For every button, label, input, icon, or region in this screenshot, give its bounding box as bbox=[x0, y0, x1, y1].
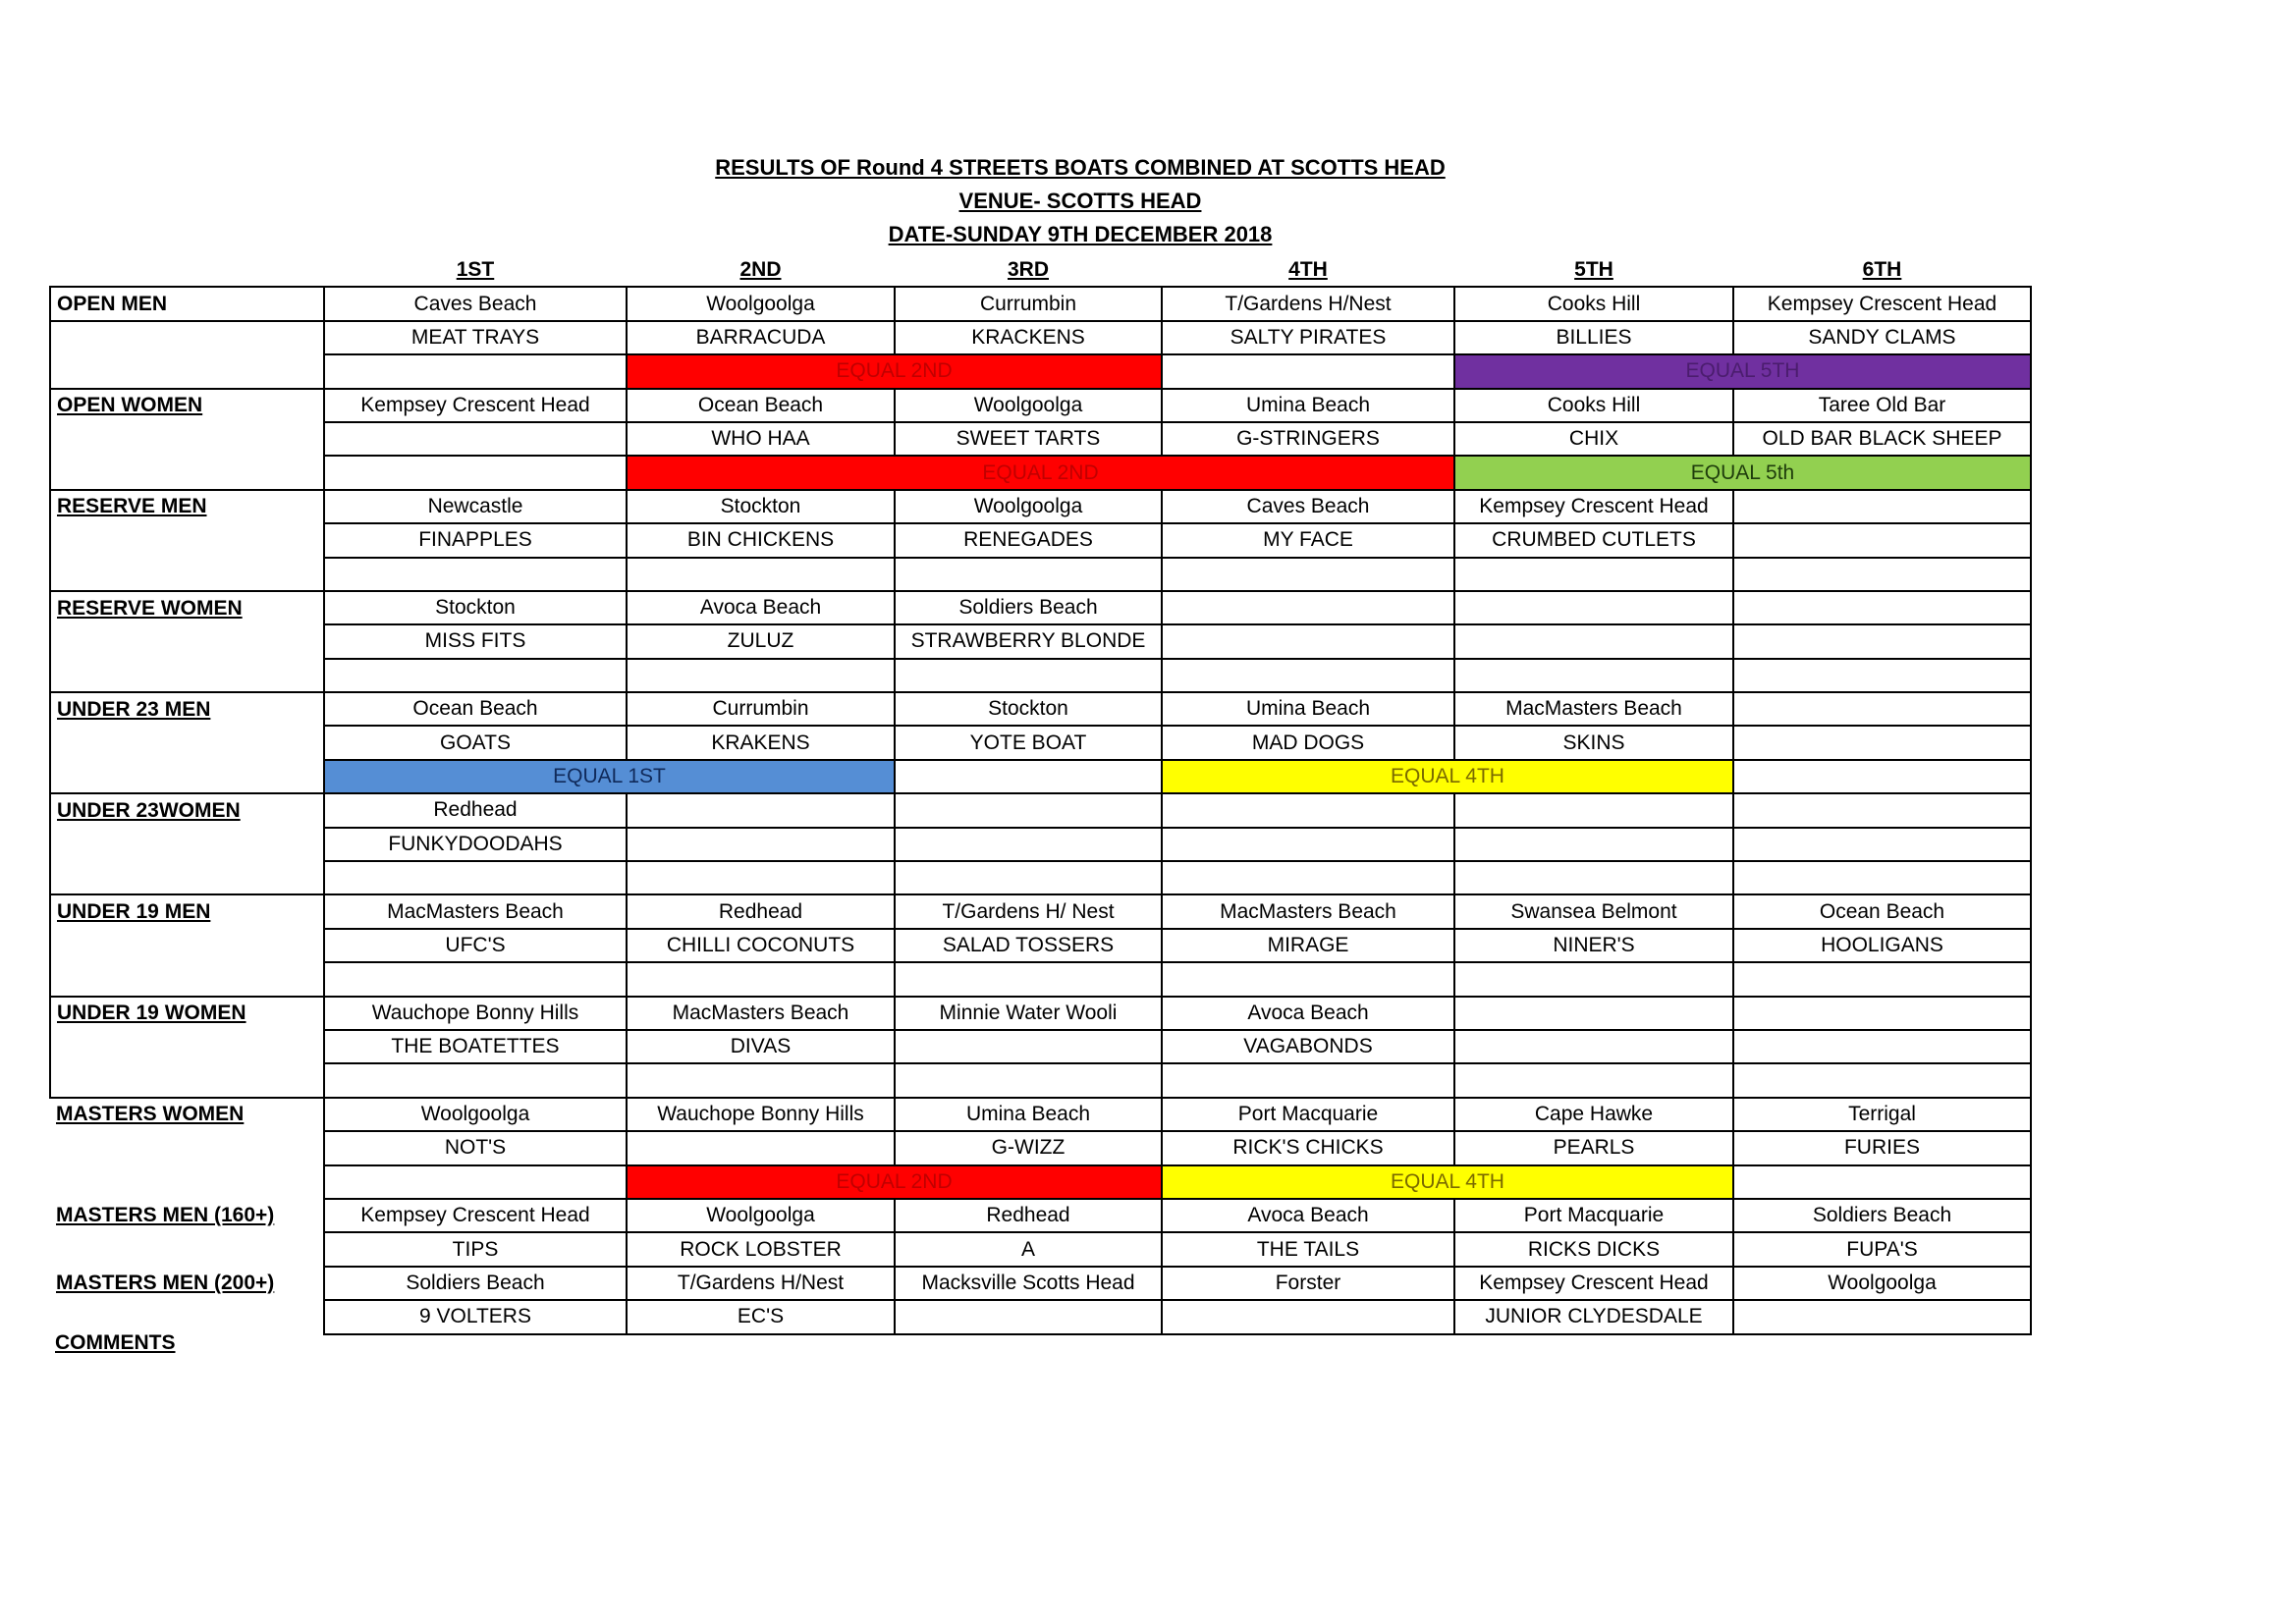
boat-cell bbox=[895, 1300, 1162, 1333]
table-row bbox=[50, 287, 2031, 320]
club-cell: Stockton bbox=[324, 591, 627, 624]
boat-cell: ROCK LOBSTER bbox=[627, 1232, 895, 1266]
boat-cell: THE BOATETTES bbox=[324, 1030, 627, 1063]
boat-cell: RENEGADES bbox=[895, 523, 1162, 557]
club-cell: Macksville Scotts Head bbox=[895, 1267, 1162, 1300]
boat-cell: KRAKENS bbox=[627, 726, 895, 759]
boat-cell: MY FACE bbox=[1162, 523, 1454, 557]
club-cell: Currumbin bbox=[895, 287, 1162, 320]
table-row bbox=[50, 793, 2031, 827]
category-label bbox=[50, 659, 324, 692]
club-cell: Woolgoolga bbox=[895, 389, 1162, 422]
empty-cell bbox=[324, 456, 627, 489]
results-table bbox=[49, 253, 2032, 1335]
club-cell: Wauchope Bonny Hills bbox=[627, 1098, 895, 1131]
club-cell: Minnie Water Wooli bbox=[895, 997, 1162, 1030]
table-row bbox=[50, 828, 2031, 861]
table-row bbox=[50, 760, 2031, 793]
table-row bbox=[50, 659, 2031, 692]
place-header: 2ND bbox=[739, 257, 782, 281]
club-cell bbox=[1162, 793, 1454, 827]
category-label bbox=[50, 1063, 324, 1097]
club-cell: Avoca Beach bbox=[1162, 997, 1454, 1030]
header-row bbox=[50, 253, 2031, 287]
boat-cell: YOTE BOAT bbox=[895, 726, 1162, 759]
club-cell: Redhead bbox=[895, 1199, 1162, 1232]
category-label bbox=[50, 1165, 324, 1199]
empty-cell bbox=[324, 861, 627, 894]
club-cell: Redhead bbox=[324, 793, 627, 827]
club-cell: Terrigal bbox=[1733, 1098, 2031, 1131]
club-cell: Soldiers Beach bbox=[895, 591, 1162, 624]
boat-cell: CHILLI COCONUTS bbox=[627, 929, 895, 962]
club-cell: T/Gardens H/Nest bbox=[627, 1267, 895, 1300]
boat-cell bbox=[1162, 1300, 1454, 1333]
boat-cell: SALAD TOSSERS bbox=[895, 929, 1162, 962]
empty-cell bbox=[1733, 558, 2031, 591]
empty-cell bbox=[895, 1063, 1162, 1097]
category-label bbox=[50, 793, 324, 827]
boat-cell: MEAT TRAYS bbox=[324, 321, 627, 354]
empty-cell bbox=[895, 659, 1162, 692]
club-cell bbox=[1733, 997, 2031, 1030]
club-cell: Ocean Beach bbox=[1733, 894, 2031, 928]
boat-cell: G-STRINGERS bbox=[1162, 422, 1454, 456]
table-row bbox=[50, 1063, 2031, 1097]
club-cell: Kempsey Crescent Head bbox=[1733, 287, 2031, 320]
boat-cell: BILLIES bbox=[1454, 321, 1733, 354]
table-row bbox=[50, 962, 2031, 996]
category-name: UNDER 23WOMEN bbox=[57, 798, 241, 822]
category-label bbox=[50, 354, 324, 388]
table-row bbox=[50, 624, 2031, 658]
boat-cell: MISS FITS bbox=[324, 624, 627, 658]
place-header: 6TH bbox=[1862, 257, 1902, 281]
category-label bbox=[50, 894, 324, 928]
club-cell: Avoca Beach bbox=[1162, 1199, 1454, 1232]
boat-cell: JUNIOR CLYDESDALE bbox=[1454, 1300, 1733, 1333]
boat-cell: MAD DOGS bbox=[1162, 726, 1454, 759]
club-cell: Woolgoolga bbox=[627, 287, 895, 320]
category-label bbox=[50, 490, 324, 523]
table-row bbox=[50, 490, 2031, 523]
table-row bbox=[50, 1131, 2031, 1164]
empty-cell bbox=[1454, 659, 1733, 692]
club-cell: Woolgoolga bbox=[324, 1098, 627, 1131]
equal-place-note: EQUAL 2ND bbox=[627, 354, 1162, 388]
category-name: OPEN MEN bbox=[57, 292, 168, 315]
club-cell: MacMasters Beach bbox=[1454, 692, 1733, 726]
boat-cell bbox=[324, 422, 627, 456]
table-row bbox=[50, 997, 2031, 1030]
boat-cell: SANDY CLAMS bbox=[1733, 321, 2031, 354]
empty-cell bbox=[627, 861, 895, 894]
category-label bbox=[50, 1300, 324, 1333]
equal-place-note: EQUAL 2ND bbox=[627, 1165, 1162, 1199]
table-row bbox=[50, 523, 2031, 557]
table-row bbox=[50, 456, 2031, 489]
boat-cell bbox=[1454, 1030, 1733, 1063]
club-cell: Woolgoolga bbox=[627, 1199, 895, 1232]
club-cell: Wauchope Bonny Hills bbox=[324, 997, 627, 1030]
club-cell bbox=[1454, 997, 1733, 1030]
boat-cell bbox=[1162, 624, 1454, 658]
title-block bbox=[0, 151, 2160, 251]
empty-cell bbox=[627, 962, 895, 996]
empty-cell bbox=[1733, 1063, 2031, 1097]
empty-cell bbox=[1162, 659, 1454, 692]
category-label bbox=[50, 1199, 324, 1232]
boat-cell bbox=[895, 828, 1162, 861]
category-name: OPEN WOMEN bbox=[57, 394, 203, 417]
category-name: RESERVE MEN bbox=[57, 495, 207, 518]
category-label bbox=[50, 591, 324, 624]
club-cell: Umina Beach bbox=[1162, 692, 1454, 726]
category-label bbox=[50, 1232, 324, 1266]
club-cell bbox=[1454, 591, 1733, 624]
boat-cell bbox=[1733, 624, 2031, 658]
empty-cell bbox=[895, 962, 1162, 996]
table-row bbox=[50, 422, 2031, 456]
category-label bbox=[50, 962, 324, 996]
club-cell: Forster bbox=[1162, 1267, 1454, 1300]
empty-cell bbox=[895, 760, 1162, 793]
boat-cell bbox=[627, 1131, 895, 1164]
club-cell: Kempsey Crescent Head bbox=[1454, 490, 1733, 523]
empty-cell bbox=[1162, 1063, 1454, 1097]
club-cell: Avoca Beach bbox=[627, 591, 895, 624]
category-label bbox=[50, 1098, 324, 1131]
category-label bbox=[50, 422, 324, 456]
boat-cell: CRUMBED CUTLETS bbox=[1454, 523, 1733, 557]
boat-cell bbox=[1454, 828, 1733, 861]
boat-cell: FINAPPLES bbox=[324, 523, 627, 557]
boat-cell: NOT'S bbox=[324, 1131, 627, 1164]
boat-cell: VAGABONDS bbox=[1162, 1030, 1454, 1063]
boat-cell: NINER'S bbox=[1454, 929, 1733, 962]
boat-cell: CHIX bbox=[1454, 422, 1733, 456]
table-row bbox=[50, 929, 2031, 962]
category-label bbox=[50, 726, 324, 759]
boat-cell: SWEET TARTS bbox=[895, 422, 1162, 456]
category-name: MASTERS WOMEN bbox=[56, 1103, 245, 1126]
boat-cell bbox=[1162, 828, 1454, 861]
boat-cell: WHO HAA bbox=[627, 422, 895, 456]
club-cell: Stockton bbox=[627, 490, 895, 523]
category-label bbox=[50, 321, 324, 354]
club-cell: Umina Beach bbox=[1162, 389, 1454, 422]
club-cell: Cape Hawke bbox=[1454, 1098, 1733, 1131]
table-row bbox=[50, 1300, 2031, 1333]
club-cell: Woolgoolga bbox=[895, 490, 1162, 523]
empty-cell bbox=[895, 558, 1162, 591]
club-cell: Redhead bbox=[627, 894, 895, 928]
category-label bbox=[50, 624, 324, 658]
category-label bbox=[50, 997, 324, 1030]
club-cell: MacMasters Beach bbox=[627, 997, 895, 1030]
table-row bbox=[50, 1030, 2031, 1063]
table-row bbox=[50, 1232, 2031, 1266]
empty-cell bbox=[1733, 1165, 2031, 1199]
category-label bbox=[50, 558, 324, 591]
table-row bbox=[50, 591, 2031, 624]
boat-cell: SALTY PIRATES bbox=[1162, 321, 1454, 354]
title-line-1: RESULTS OF Round 4 STREETS BOATS COMBINED AT SCOTTS HEAD bbox=[715, 155, 1446, 180]
equal-place-note: EQUAL 1ST bbox=[324, 760, 895, 793]
place-header: 1ST bbox=[456, 257, 495, 281]
club-cell: T/Gardens H/Nest bbox=[1162, 287, 1454, 320]
category-name: MASTERS MEN (160+) bbox=[56, 1204, 275, 1227]
table-row bbox=[50, 321, 2031, 354]
table-row bbox=[50, 894, 2031, 928]
boat-cell: KRACKENS bbox=[895, 321, 1162, 354]
club-cell: Caves Beach bbox=[324, 287, 627, 320]
boat-cell bbox=[1454, 624, 1733, 658]
results-body bbox=[50, 253, 2031, 1334]
boat-cell bbox=[627, 828, 895, 861]
boat-cell bbox=[895, 1030, 1162, 1063]
category-label bbox=[50, 1267, 324, 1300]
boat-cell: DIVAS bbox=[627, 1030, 895, 1063]
place-header: 5TH bbox=[1574, 257, 1613, 281]
boat-cell bbox=[1733, 828, 2031, 861]
empty-cell bbox=[1454, 861, 1733, 894]
club-cell bbox=[627, 793, 895, 827]
empty-cell bbox=[1162, 558, 1454, 591]
boat-cell: GOATS bbox=[324, 726, 627, 759]
category-label bbox=[50, 828, 324, 861]
category-label bbox=[50, 760, 324, 793]
club-cell: Ocean Beach bbox=[324, 692, 627, 726]
category-label bbox=[50, 523, 324, 557]
table-row bbox=[50, 389, 2031, 422]
category-label bbox=[50, 929, 324, 962]
boat-cell: RICKS DICKS bbox=[1454, 1232, 1733, 1266]
club-cell: Caves Beach bbox=[1162, 490, 1454, 523]
table-row bbox=[50, 1098, 2031, 1131]
boat-cell: TIPS bbox=[324, 1232, 627, 1266]
category-name: UNDER 23 MEN bbox=[57, 697, 211, 721]
empty-cell bbox=[1162, 962, 1454, 996]
club-cell: Umina Beach bbox=[895, 1098, 1162, 1131]
club-cell bbox=[1162, 591, 1454, 624]
boat-cell: EC'S bbox=[627, 1300, 895, 1333]
table-row bbox=[50, 1199, 2031, 1232]
empty-cell bbox=[1162, 354, 1454, 388]
club-cell: MacMasters Beach bbox=[1162, 894, 1454, 928]
boat-cell bbox=[1733, 1300, 2031, 1333]
empty-cell bbox=[1733, 962, 2031, 996]
title-line-3: DATE-SUNDAY 9TH DECEMBER 2018 bbox=[888, 222, 1273, 246]
club-cell bbox=[1454, 793, 1733, 827]
club-cell: Port Macquarie bbox=[1454, 1199, 1733, 1232]
category-label bbox=[50, 861, 324, 894]
empty-cell bbox=[627, 659, 895, 692]
boat-cell: HOOLIGANS bbox=[1733, 929, 2031, 962]
empty-cell bbox=[324, 659, 627, 692]
club-cell: MacMasters Beach bbox=[324, 894, 627, 928]
boat-cell: 9 VOLTERS bbox=[324, 1300, 627, 1333]
empty-cell bbox=[324, 1165, 627, 1199]
boat-cell bbox=[1733, 1030, 2031, 1063]
category-label bbox=[50, 1030, 324, 1063]
club-cell: Kempsey Crescent Head bbox=[324, 389, 627, 422]
boat-cell: STRAWBERRY BLONDE bbox=[895, 624, 1162, 658]
club-cell: Soldiers Beach bbox=[1733, 1199, 2031, 1232]
club-cell: Taree Old Bar bbox=[1733, 389, 2031, 422]
category-name: UNDER 19 WOMEN bbox=[57, 1001, 246, 1025]
table-row bbox=[50, 1267, 2031, 1300]
empty-cell bbox=[1454, 558, 1733, 591]
boat-cell: FURIES bbox=[1733, 1131, 2031, 1164]
boat-cell: PEARLS bbox=[1454, 1131, 1733, 1164]
boat-cell: ZULUZ bbox=[627, 624, 895, 658]
category-label bbox=[50, 287, 324, 320]
table-row bbox=[50, 861, 2031, 894]
boat-cell: G-WIZZ bbox=[895, 1131, 1162, 1164]
club-cell: T/Gardens H/ Nest bbox=[895, 894, 1162, 928]
empty-cell bbox=[895, 861, 1162, 894]
empty-cell bbox=[1454, 962, 1733, 996]
boat-cell: SKINS bbox=[1454, 726, 1733, 759]
category-label bbox=[50, 692, 324, 726]
equal-place-note: EQUAL 5th bbox=[1454, 456, 2031, 489]
empty-cell bbox=[1733, 760, 2031, 793]
club-cell: Currumbin bbox=[627, 692, 895, 726]
empty-cell bbox=[324, 962, 627, 996]
boat-cell: RICK'S CHICKS bbox=[1162, 1131, 1454, 1164]
boat-cell bbox=[1733, 523, 2031, 557]
empty-cell bbox=[1162, 861, 1454, 894]
boat-cell: FUPA'S bbox=[1733, 1232, 2031, 1266]
club-cell: Newcastle bbox=[324, 490, 627, 523]
club-cell bbox=[1733, 490, 2031, 523]
equal-place-note: EQUAL 5TH bbox=[1454, 354, 2031, 388]
club-cell: Kempsey Crescent Head bbox=[1454, 1267, 1733, 1300]
category-label bbox=[50, 456, 324, 489]
club-cell: Cooks Hill bbox=[1454, 389, 1733, 422]
boat-cell: OLD BAR BLACK SHEEP bbox=[1733, 422, 2031, 456]
equal-place-note: EQUAL 2ND bbox=[627, 456, 1454, 489]
category-label bbox=[50, 1131, 324, 1164]
table-row bbox=[50, 558, 2031, 591]
empty-cell bbox=[324, 558, 627, 591]
boat-cell bbox=[1733, 726, 2031, 759]
club-cell: Cooks Hill bbox=[1454, 287, 1733, 320]
empty-cell bbox=[1454, 1063, 1733, 1097]
empty-cell bbox=[627, 558, 895, 591]
club-cell bbox=[1733, 591, 2031, 624]
category-name: UNDER 19 MEN bbox=[57, 900, 211, 924]
table-row bbox=[50, 726, 2031, 759]
club-cell bbox=[1733, 692, 2031, 726]
empty-cell bbox=[324, 1063, 627, 1097]
title-line-2: VENUE- SCOTTS HEAD bbox=[958, 189, 1202, 213]
table-row bbox=[50, 354, 2031, 388]
club-cell: Port Macquarie bbox=[1162, 1098, 1454, 1131]
boat-cell: A bbox=[895, 1232, 1162, 1266]
empty-cell bbox=[1733, 861, 2031, 894]
equal-place-note: EQUAL 4TH bbox=[1162, 760, 1733, 793]
category-name: MASTERS MEN (200+) bbox=[56, 1271, 275, 1294]
comments-label: COMMENTS bbox=[55, 1331, 176, 1354]
club-cell bbox=[895, 793, 1162, 827]
boat-cell: THE TAILS bbox=[1162, 1232, 1454, 1266]
empty-cell bbox=[627, 1063, 895, 1097]
club-cell: Stockton bbox=[895, 692, 1162, 726]
club-cell: Ocean Beach bbox=[627, 389, 895, 422]
boat-cell: MIRAGE bbox=[1162, 929, 1454, 962]
header-spacer bbox=[50, 253, 324, 287]
boat-cell: BARRACUDA bbox=[627, 321, 895, 354]
table-row bbox=[50, 1165, 2031, 1199]
club-cell: Swansea Belmont bbox=[1454, 894, 1733, 928]
empty-cell bbox=[324, 354, 627, 388]
boat-cell: UFC'S bbox=[324, 929, 627, 962]
equal-place-note: EQUAL 4TH bbox=[1162, 1165, 1733, 1199]
club-cell: Woolgoolga bbox=[1733, 1267, 2031, 1300]
category-name: RESERVE WOMEN bbox=[57, 596, 243, 620]
empty-cell bbox=[1733, 659, 2031, 692]
club-cell: Soldiers Beach bbox=[324, 1267, 627, 1300]
table-row bbox=[50, 692, 2031, 726]
place-header: 4TH bbox=[1288, 257, 1328, 281]
club-cell: Kempsey Crescent Head bbox=[324, 1199, 627, 1232]
category-label bbox=[50, 389, 324, 422]
boat-cell: BIN CHICKENS bbox=[627, 523, 895, 557]
boat-cell: FUNKYDOODAHS bbox=[324, 828, 627, 861]
club-cell bbox=[1733, 793, 2031, 827]
place-header: 3RD bbox=[1007, 257, 1049, 281]
